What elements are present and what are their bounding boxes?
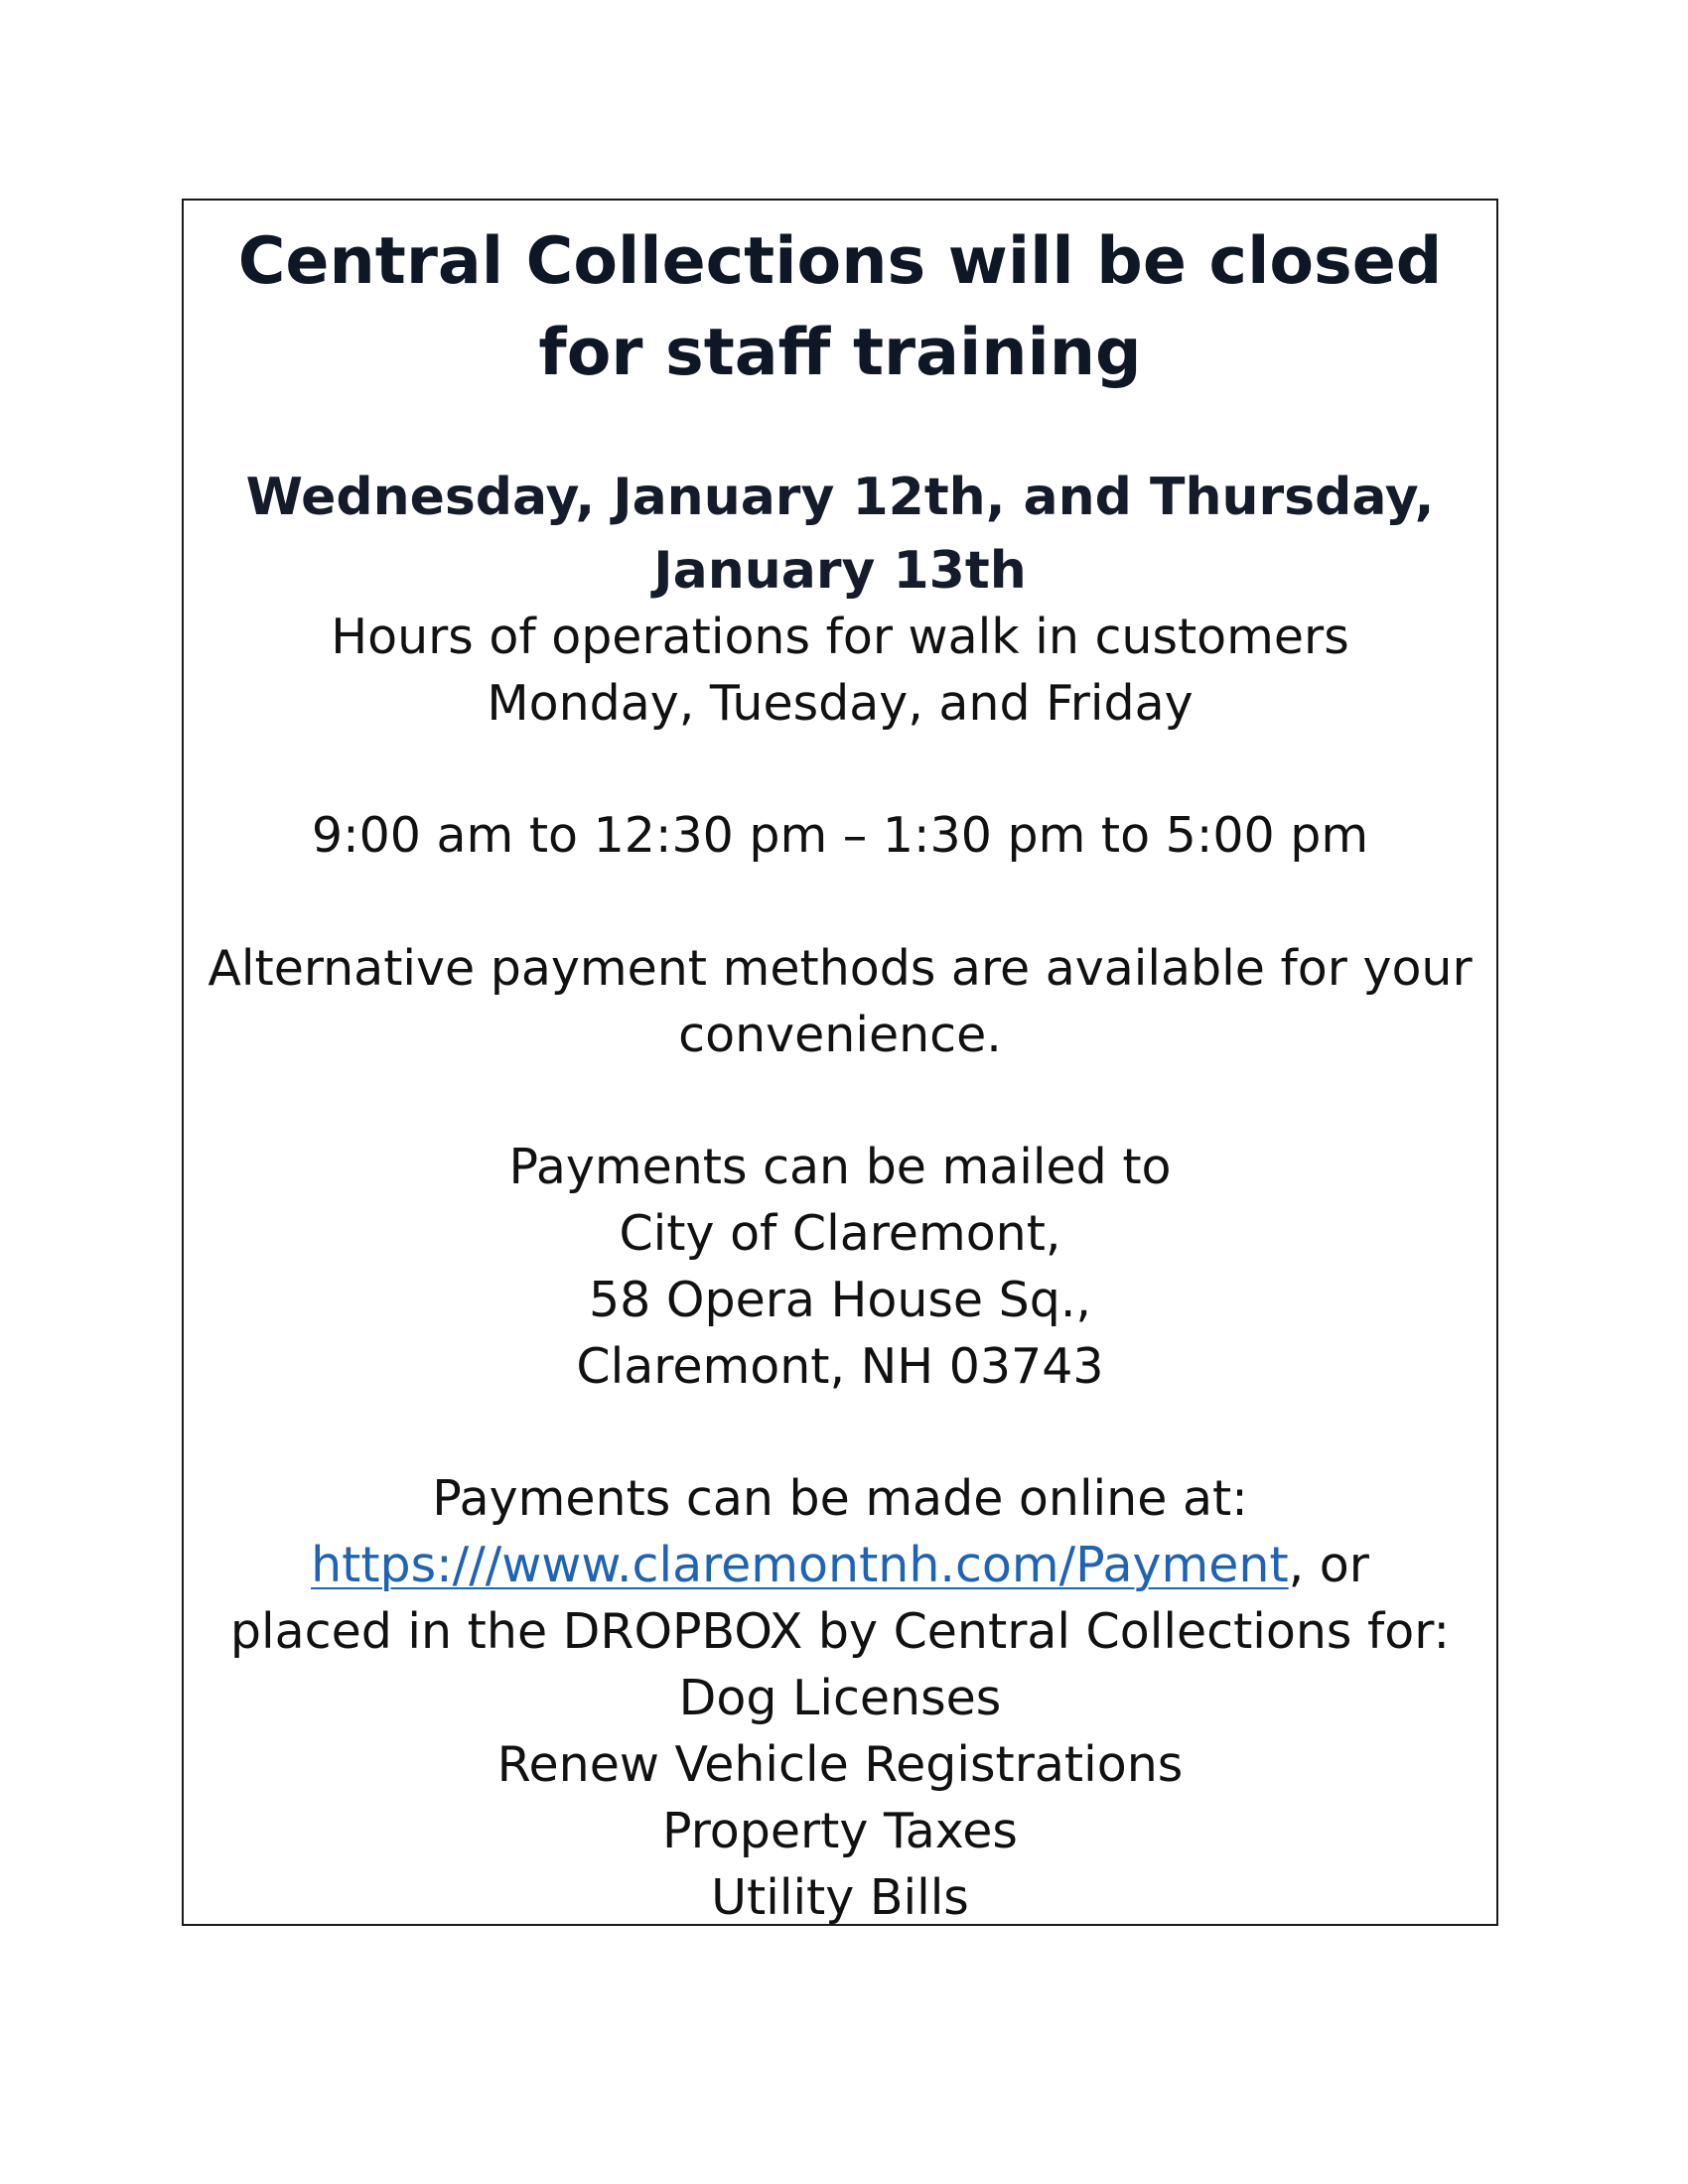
title-line-2: for staff training (538, 316, 1142, 390)
closure-dates (184, 461, 1496, 608)
dropbox-item-property-taxes: Property Taxes (662, 1803, 1018, 1859)
hours-times-text: 9:00 am to 12:30 pm – 1:30 pm to 5:00 pm (311, 807, 1369, 864)
dropbox-item-vehicle-registrations: Renew Vehicle Registrations (496, 1736, 1184, 1793)
dates-line-2: January 13th (653, 541, 1027, 601)
mail-line-2: City of Claremont, (619, 1205, 1061, 1262)
dropbox-item-dog-licenses: Dog Licenses (678, 1670, 1002, 1726)
dates-line-1: Wednesday, January 12th, and Thursday, (245, 468, 1435, 527)
alternative-payment-text (184, 935, 1496, 1068)
dropbox-line: placed in the DROPBOX by Central Collections for: (229, 1603, 1451, 1660)
online-payment-section (184, 1465, 1496, 1931)
online-line-1: Payments can be made online at: (432, 1470, 1248, 1527)
notice-box (182, 199, 1498, 1926)
hours-line-2: Monday, Tuesday, and Friday (487, 675, 1194, 732)
notice-title (184, 216, 1496, 399)
alt-line-1: Alternative payment methods are available for your (208, 940, 1473, 997)
url-suffix: , or (1288, 1537, 1369, 1593)
mail-line-3: 58 Opera House Sq., (589, 1272, 1091, 1328)
dropbox-item-utility-bills: Utility Bills (711, 1869, 969, 1926)
title-line-1: Central Collections will be closed (237, 224, 1443, 299)
mailing-address (184, 1134, 1496, 1400)
hours-line-1: Hours of operations for walk in customers (331, 609, 1349, 665)
online-url-line (184, 1532, 1496, 1598)
payment-url-link[interactable]: https:///www.claremontnh.com/Payment (311, 1537, 1289, 1593)
hours-heading (184, 604, 1496, 737)
mail-line-1: Payments can be mailed to (508, 1139, 1172, 1195)
alt-line-2: convenience. (678, 1007, 1002, 1063)
hours-times (184, 802, 1496, 869)
mail-line-4: Claremont, NH 03743 (576, 1338, 1104, 1395)
